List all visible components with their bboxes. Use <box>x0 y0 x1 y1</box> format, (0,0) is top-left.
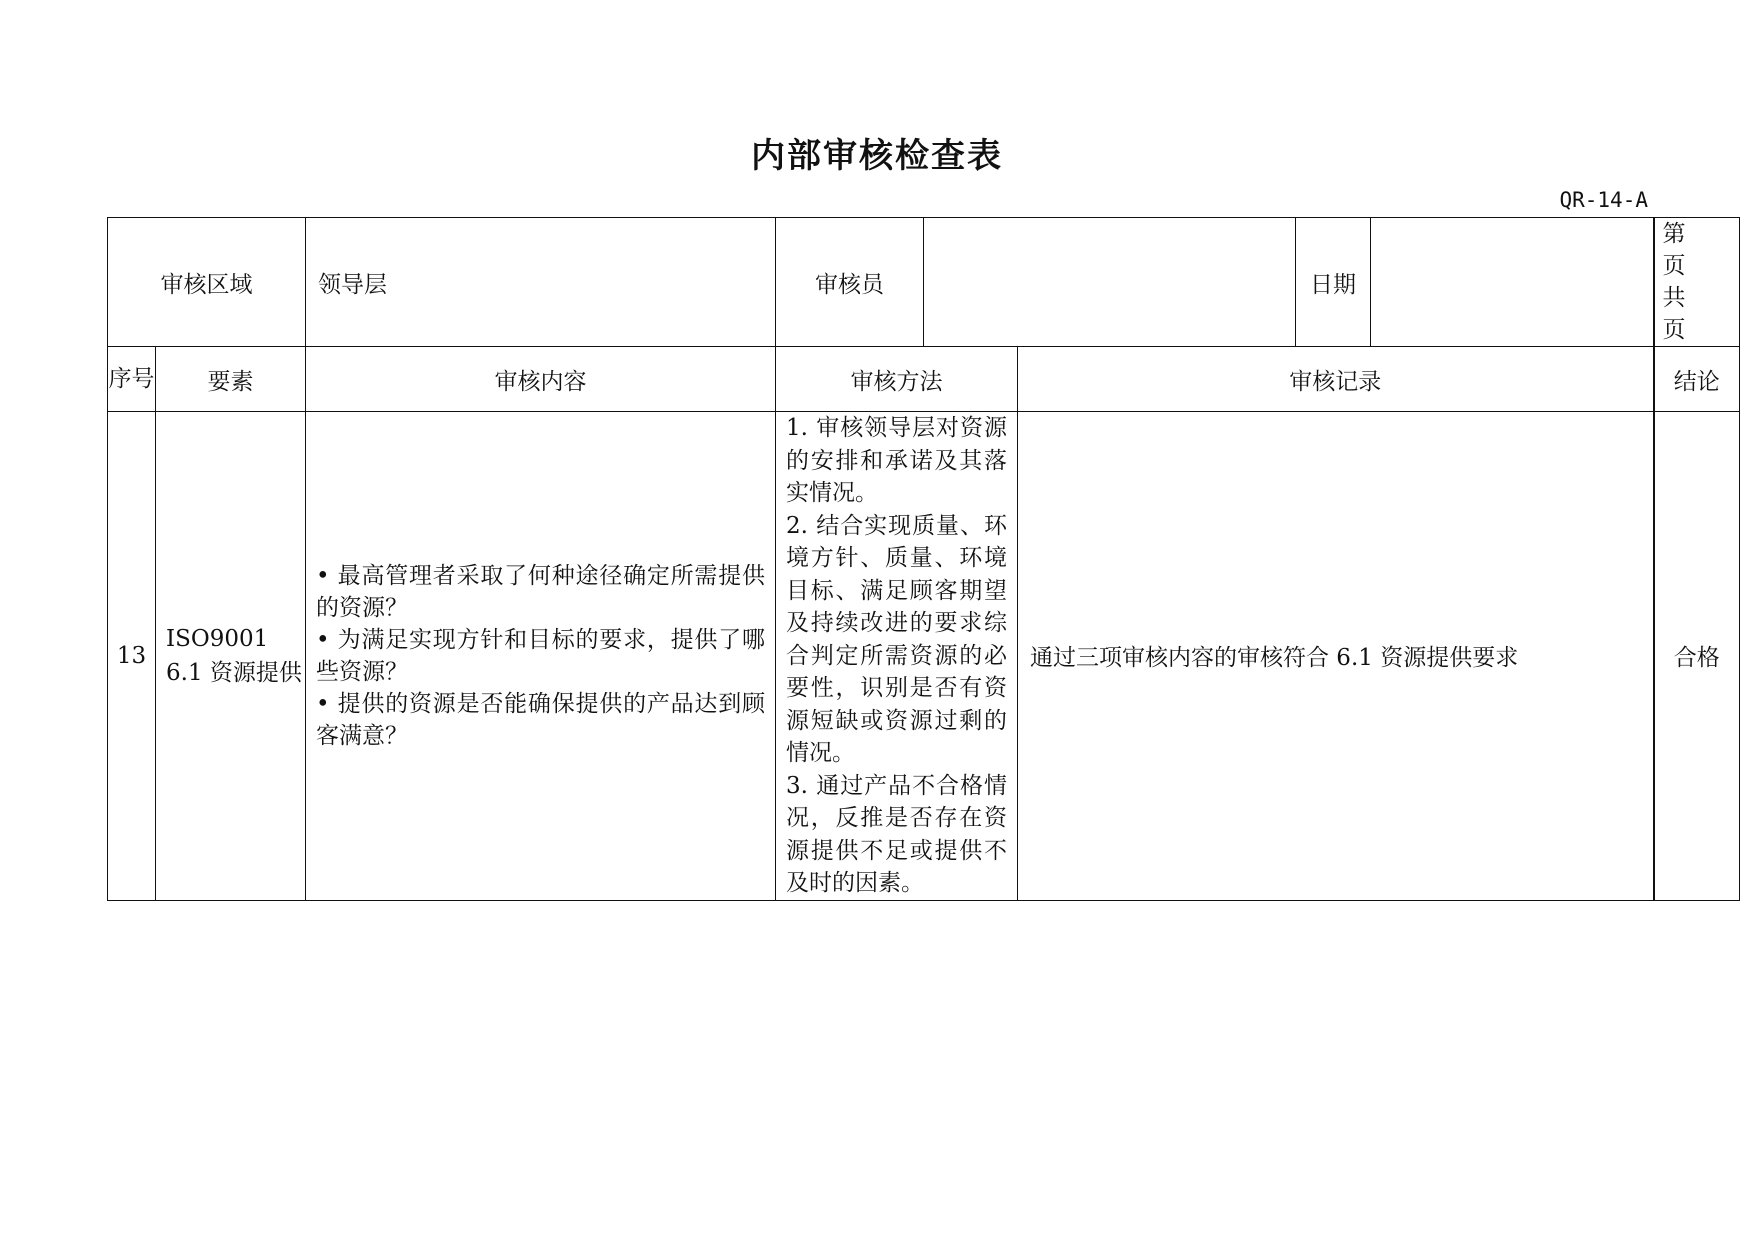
row-record: 通过三项审核内容的审核符合 6.1 资源提供要求 <box>1018 412 1654 901</box>
auditor-value <box>924 218 1296 347</box>
audit-area-value: 领导层 <box>306 218 776 347</box>
audit-area-label: 审核区域 <box>108 218 306 347</box>
method-item: 1. 审核领导层对资源的安排和承诺及其落实情况。 <box>786 415 1007 506</box>
row-element-clause: 6.1 资源提供 <box>166 659 302 686</box>
row-element-standard: ISO9001 <box>166 625 269 652</box>
form-code: QR-14-A <box>1559 188 1648 212</box>
page-title: 内部审核检查表 <box>751 136 1003 176</box>
table-row <box>108 412 1740 901</box>
column-header-row <box>108 347 1740 412</box>
method-item: 2. 结合实现质量、环境方针、质量、环境目标、满足顾客期望及持续改进的要求综合判定所需资源的必要性，识别是否有资源短缺或资源过剩的情况。 <box>786 512 1007 766</box>
col-seq-header: 序号 <box>108 347 156 412</box>
content-item: • 提供的资源是否能确保提供的产品达到顾客满意？ <box>316 690 765 749</box>
row-element <box>156 412 306 901</box>
col-conclusion-header: 结论 <box>1654 347 1740 412</box>
page-total-label: 共 页 <box>1662 285 1700 343</box>
row-seq: 13 <box>108 412 156 901</box>
page-no-label: 第 页 <box>1662 221 1700 279</box>
row-method <box>776 412 1018 901</box>
col-record-header: 审核记录 <box>1018 347 1654 412</box>
auditor-label: 审核员 <box>776 218 924 347</box>
date-label: 日期 <box>1296 218 1371 347</box>
content-item: • 最高管理者采取了何种途径确定所需提供的资源？ <box>316 562 765 621</box>
header-row <box>108 218 1740 347</box>
row-conclusion: 合格 <box>1654 412 1740 901</box>
col-content-header: 审核内容 <box>306 347 776 412</box>
col-element-header: 要素 <box>156 347 306 412</box>
col-method-header: 审核方法 <box>776 347 1018 412</box>
method-item: 3. 通过产品不合格情况，反推是否存在资源提供不足或提供不及时的因素。 <box>786 772 1007 896</box>
page-number-cell <box>1654 218 1740 347</box>
row-content <box>306 412 776 901</box>
date-value <box>1371 218 1654 347</box>
content-item: • 为满足实现方针和目标的要求，提供了哪些资源？ <box>316 626 765 685</box>
audit-checklist-table <box>107 217 1740 901</box>
